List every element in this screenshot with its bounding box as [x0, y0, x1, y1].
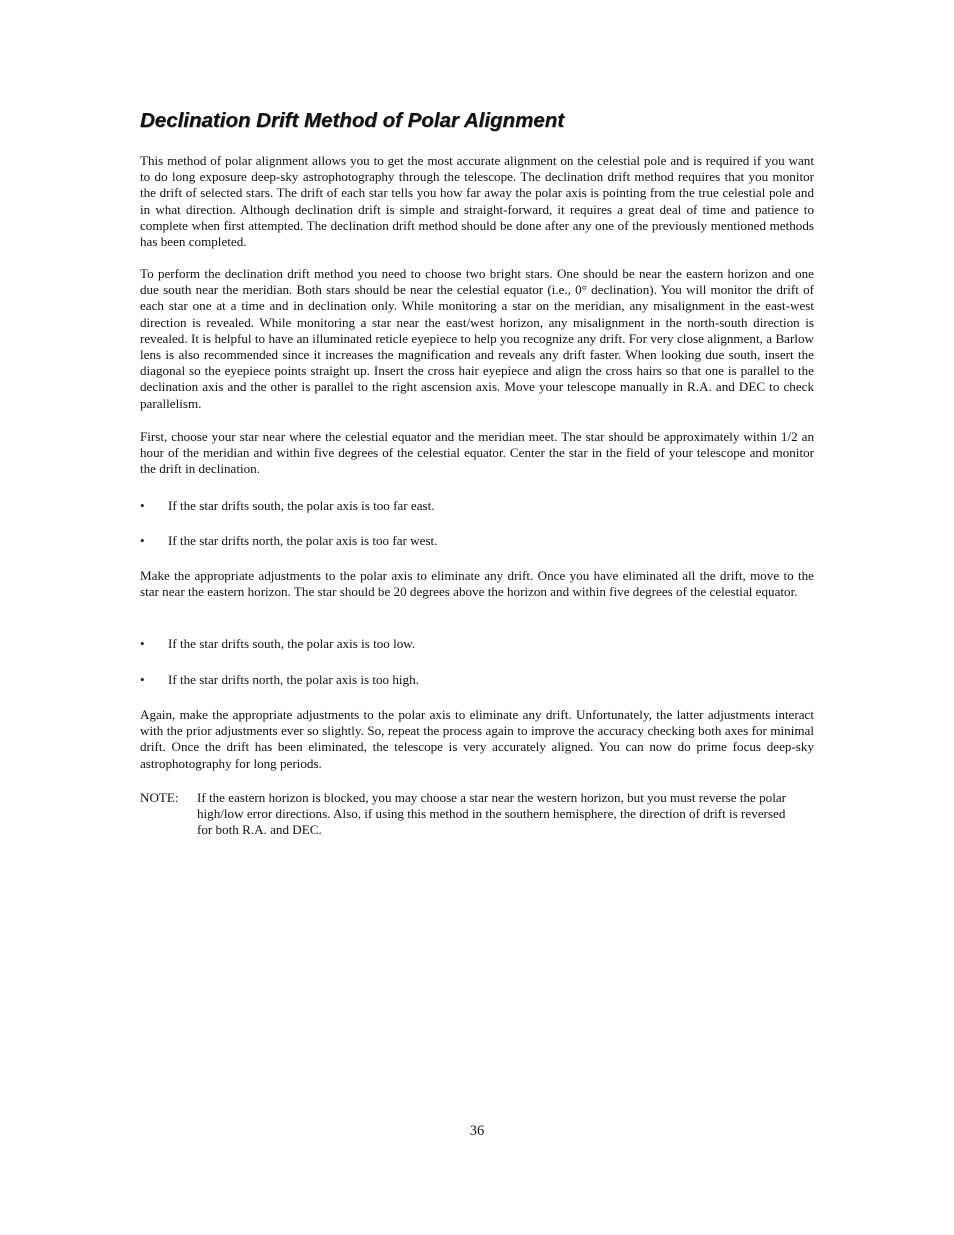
- list-item-text: If the star drifts north, the polar axis is too far west.: [168, 533, 438, 548]
- paragraph-first-star: First, choose your star near where the celestial equator and the meridian meet. The star should be approximately within 1/2 an hour of the meridian and within five degrees of the celestial equator. Center the star in the field of your telescope and monitor the drift in declination.: [140, 429, 814, 477]
- bullet-marker: •: [140, 498, 145, 513]
- list-item-text: If the star drifts south, the polar axis is too far east.: [168, 498, 435, 513]
- bullet-marker: •: [140, 672, 145, 687]
- list-item-text: If the star drifts north, the polar axis is too high.: [168, 672, 419, 687]
- bullet-marker: •: [140, 533, 145, 548]
- note-text: If the eastern horizon is blocked, you may choose a star near the western horizon, but you must reverse the polar high/low error directions. Also, if using this method in the southern hemisphere, the direction of drift is reversed for both R.A. and DEC.: [197, 790, 787, 838]
- paragraph-second-star: Make the appropriate adjustments to the polar axis to eliminate any drift. Once you have eliminated all the drift, move to the star near the eastern horizon. The star should be 20 degrees above the horizon and within five degrees of the celestial equator.: [140, 568, 814, 600]
- list-item-text: If the star drifts south, the polar axis is too low.: [168, 636, 416, 651]
- page-number: 36: [469, 1123, 485, 1139]
- paragraph-intro: This method of polar alignment allows you to get the most accurate alignment on the celestial pole and is required if you want to do long exposure deep-sky astrophotography through the telescope. The declination drift method requires that you monitor the drift of selected stars. The drift of each star tells you how far away the polar axis is pointing from the true celestial pole and in what direction. Although declination drift is simple and straight-forward, it requires a great deal of time and patience to complete when first attempted. The declination drift method should be done after any one of the previously mentioned methods has been completed.: [140, 153, 814, 250]
- section-title: Declination Drift Method of Polar Alignment: [140, 109, 565, 132]
- paragraph-procedure: To perform the declination drift method you need to choose two bright stars. One should be near the eastern horizon and one due south near the meridian. Both stars should be near the celestial equator (i.e., 0° declination). You will monitor the drift of each star one at a time and in declination only. While monitoring a star on the meridian, any misalignment in the east-west direction is revealed. While monitoring a star near the east/west horizon, any misalignment in the north-south direction is revealed. It is helpful to have an illuminated reticle eyepiece to help you recognize any drift. For very close alignment, a Barlow lens is also recommended since it increases the magnification and reveals any drift faster. When looking due south, insert the diagonal so the eyepiece points straight up. Insert the cross hair eyepiece and align the cross hairs so that one is parallel to the declination axis and the other is parallel to the right ascension axis. Move your telescope manually in R.A. and DEC to check parallelism.: [140, 266, 814, 411]
- paragraph-final: Again, make the appropriate adjustments to the polar axis to eliminate any drift. Unfortunately, the latter adjustments interact with the prior adjustments ever so slightly. So, repeat the process again to improve the accuracy checking both axes for minimal drift. Once the drift has been eliminated, the telescope is very accurately aligned. You can now do prime focus deep-sky astrophotography for long periods.: [140, 707, 814, 771]
- bullet-marker: •: [140, 636, 145, 651]
- note-label: NOTE:: [140, 790, 179, 805]
